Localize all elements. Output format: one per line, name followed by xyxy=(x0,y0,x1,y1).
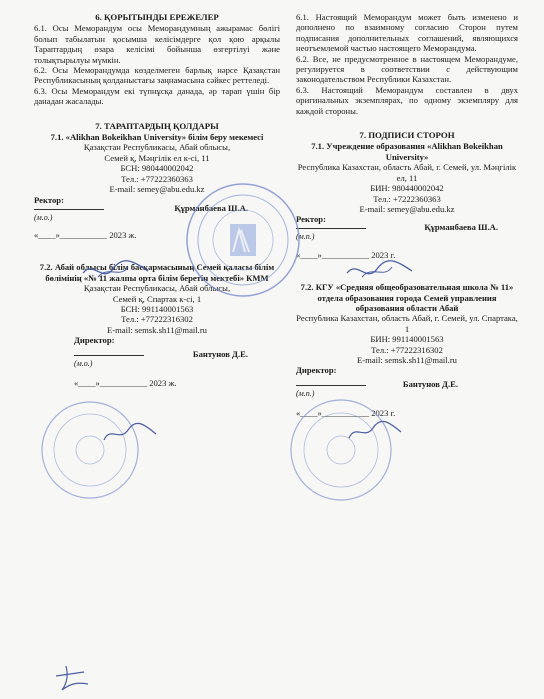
party2-seal-mark-kz: (м.о.) xyxy=(74,359,93,369)
party2-address-line1-kz: Қазақстан Республикасы, Абай облысы, xyxy=(83,283,231,294)
party2-address-ru: Республика Казахстан, область Абай, г. Семей, ул. Спартака, 1 xyxy=(296,313,518,334)
rector-signature-kz-icon xyxy=(78,255,153,285)
party1-address-line1-kz: Қазақстан Республикасы, Абай облысы, xyxy=(83,142,231,153)
party2-sign-name-kz: Бантунов Д.Е. xyxy=(192,349,248,360)
party2-block-ru xyxy=(296,282,518,365)
party2-heading-kz: 7.2. Абай облысы білім басқармасының Семей қаласы білім бөлімінің «№ 11 жалпы орта білім беретін мектебі» КММ xyxy=(39,262,275,283)
party2-sign-label-ru: Директор: xyxy=(296,365,337,376)
party1-sign-name-kz: Құрманбаева Ш.А. xyxy=(174,202,248,213)
party1-sign-label-kz: Ректор: xyxy=(34,194,64,205)
party1-sign-name-ru: Құрманбаева Ш.А. xyxy=(424,222,498,233)
party1-heading-ru: 7.1. Учреждение образования «Alikhan Bokeikhan University» xyxy=(311,141,503,162)
school-seal-ru-icon xyxy=(287,396,395,504)
clause-6-2-kz: 6.2. Осы Меморандумда көзделмеген барлық нәрсе Қазақстан Республикасының қолданыстағы заңнамасына сәйкес реттеледі. xyxy=(34,65,280,86)
signature-line xyxy=(296,228,366,229)
party2-bin-kz: БСН: 991140001563 xyxy=(120,303,194,314)
signature-line xyxy=(296,385,366,386)
party1-address-line2-kz: Семей қ, Мәңгілік ел к-сі, 11 xyxy=(104,152,210,163)
party1-email-kz: E-mail: semey@abu.edu.kz xyxy=(109,184,205,195)
party1-heading-kz: 7.1. «Alikhan Bokeikhan University» білім беру мекемесі xyxy=(50,132,264,143)
party2-tel-ru: Тел.: +77222316302 xyxy=(371,344,443,355)
clause-6-1-kz: 6.1. Осы Меморандум осы Меморандумның ажырамас бөлігі болып табылатын қосымша келісімдерге қол қою арқылы Тараптардың өзара келісімі бойынша өзгертілуі және толықтырылуы мүмкін. xyxy=(34,23,280,65)
party1-tel-ru: Тел.: +7222360363 xyxy=(373,193,441,204)
party1-signature-row-ru xyxy=(296,214,518,232)
section7-title-kz: 7. ТАРАПТАРДЫҢ ҚОЛДАРЫ xyxy=(95,120,219,131)
party2-signature-row-kz xyxy=(34,335,280,359)
signature-line xyxy=(34,209,104,210)
signature-line xyxy=(74,355,144,356)
party2-signature-row-ru xyxy=(296,365,518,389)
university-seal-icon xyxy=(183,180,303,300)
clause-6-3-kz: 6.3. Осы Меморандум екі түпнұсқа данада, әр тарап үшін бір данадан жасалады. xyxy=(34,85,280,107)
party1-date-ru: «____»___________ 2023 г. xyxy=(296,249,396,260)
director-signature-kz-icon xyxy=(100,420,160,446)
party2-tel-kz: Тел.: +77222316302 xyxy=(121,314,193,325)
party1-tel-kz: Тел.: +77222360363 xyxy=(121,173,193,184)
rector-signature-ru-icon xyxy=(342,255,417,285)
director-signature-ru-icon xyxy=(345,418,405,444)
party1-bin-kz: БСН: 980440002042 xyxy=(120,163,194,174)
party1-date-kz: «____»___________ 2023 ж. xyxy=(34,229,137,240)
section7-title-ru: 7. ПОДПИСИ СТОРОН xyxy=(359,130,455,141)
section6-title-kz: 6. ҚОРЫТЫНДЫ ЕРЕЖЕЛЕР xyxy=(95,12,219,22)
party1-sign-label-ru: Ректор: xyxy=(296,214,326,225)
party1-address-ru: Республика Казахстан, область Абай, г. Семей, ул. Мәңгілік ел, 11 xyxy=(297,162,517,183)
right-column xyxy=(296,12,518,418)
clause-6-3-ru: 6.3. Настоящий Меморандум составлен в двух оригинальных экземплярах, по одному экземпляру для каждой стороны. xyxy=(296,84,518,116)
party2-sign-label-kz: Директор: xyxy=(74,335,115,346)
party2-date-kz: «____»___________ 2023 ж. xyxy=(74,377,177,388)
initials-signature-icon xyxy=(52,662,92,694)
clause-6-2-ru: 6.2. Все, не предусмотренное в настоящем Меморандуме, регулируется в соответствии с действующим законодательством Республики Казахстан. xyxy=(296,53,518,85)
party1-email-ru: E-mail: semey@abu.edu.kz xyxy=(359,203,455,214)
party2-email-kz: E-mail: semsk.sh11@mail.ru xyxy=(107,324,207,335)
party1-seal-mark-kz: (м.о.) xyxy=(34,212,53,222)
party2-bin-ru: БИН: 991140001563 xyxy=(370,334,444,345)
party2-sign-name-ru: Бантунов Д.Е. xyxy=(402,379,458,390)
clause-6-1-ru: 6.1. Настоящий Меморандум может быть изменено и дополнено по взаимному согласию Сторон путем подписания дополнительных соглашений, являющихся неотъемлемой частью настоящего Меморандума. xyxy=(296,12,518,54)
party2-date-ru: «____»___________ 2023 г. xyxy=(296,407,396,418)
party2-seal-mark-ru: (м.п.) xyxy=(296,389,315,399)
party1-seal-mark-ru: (м.п.) xyxy=(296,232,315,242)
party2-address-line2-kz: Семей қ, Спартак к-сі, 1 xyxy=(112,293,202,304)
party1-block-ru xyxy=(296,141,518,214)
school-seal-kz-icon xyxy=(38,398,143,503)
party2-heading-ru: 7.2. КГУ «Средняя общеобразовательная школа № 11» отдела образования города Семей управления образования области Абай xyxy=(300,282,514,313)
party2-email-ru: E-mail: semsk.sh11@mail.ru xyxy=(357,354,457,365)
party1-bin-ru: БИН: 980440002042 xyxy=(370,183,444,194)
